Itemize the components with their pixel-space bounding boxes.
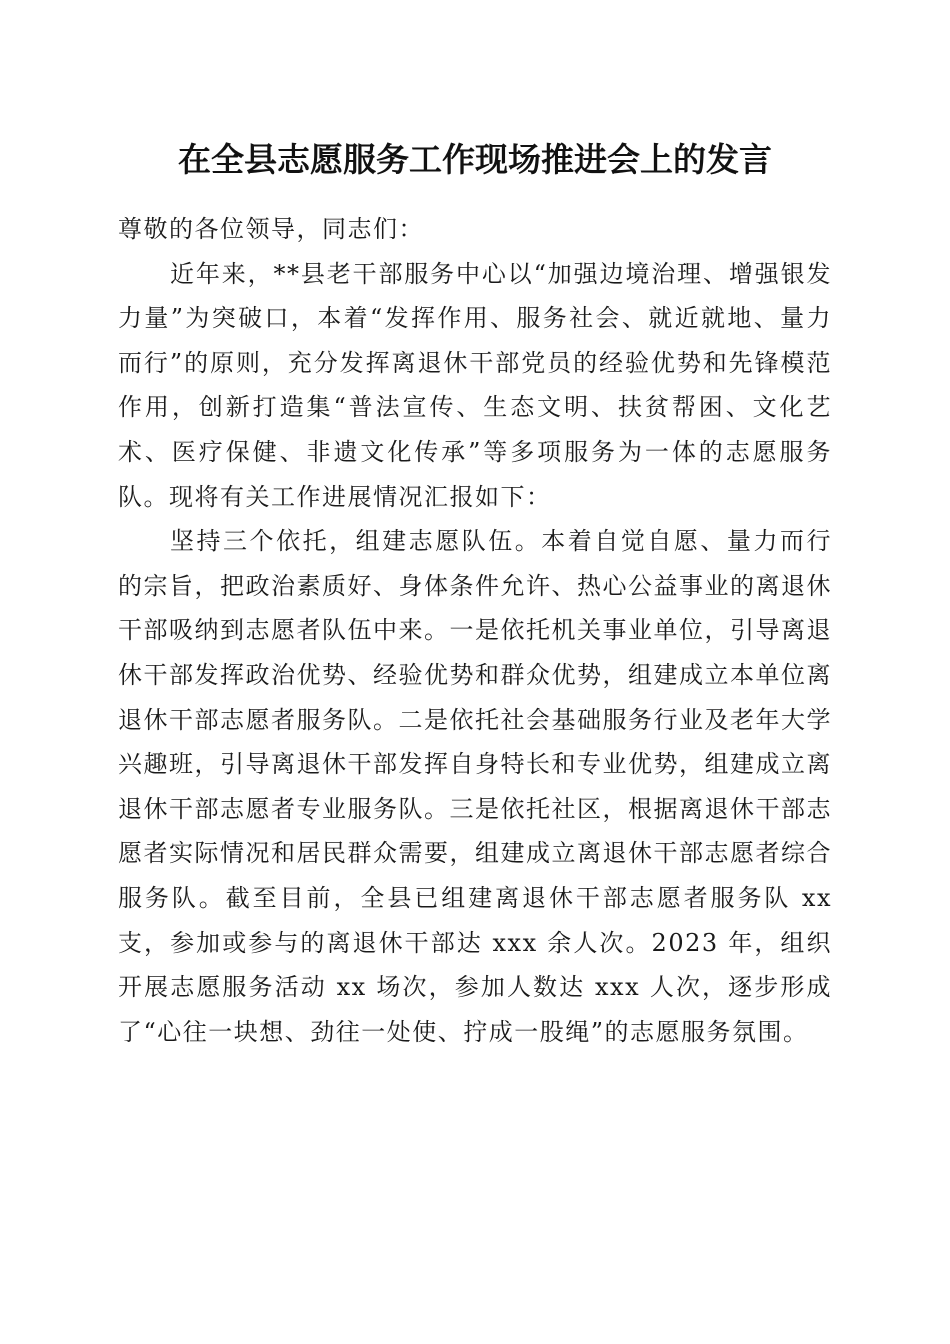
paragraph-intro: 近年来，**县老干部服务中心以“加强边境治理、增强银发力量”为突破口，本着“发挥作用、服务社会、就近就地、量力而行”的原则，充分发挥离退休干部党员的经验优势和先锋模范作用，创新打造集“普法宣传、生态文明、扶贫帮困、文化艺术、医疗保健、非遗文化传承”等多项服务为一体的志愿服务队。现将有关工作进展情况汇报如下： [118, 259, 832, 511]
document-title: 在全县志愿服务工作现场推进会上的发言 [178, 140, 772, 179]
document-body [118, 207, 832, 1054]
paragraph-volunteer-teams: 坚持三个依托，组建志愿队伍。本着自觉自愿、量力而行的宗旨，把政治素质好、身体条件允许、热心公益事业的离退休干部吸纳到志愿者队伍中来。一是依托机关事业单位，引导离退休干部发挥政治优势、经验优势和群众优势，组建成立本单位离退休干部志愿者服务队。二是依托社会基础服务行业及老年大学兴趣班，引导离退休干部发挥自身特长和专业优势，组建成立离退休干部志愿者专业服务队。三是依托社区，根据离退休干部志愿者实际情况和居民群众需要，组建成立离退休干部志愿者综合服务队。截至目前，全县已组建离退休干部志愿者服务队 xx 支，参加或参与的离退休干部达 xxx 余人次。2023 年，组织开展志愿服务活动 xx 场次，参加人数达 xxx 人次，逐步形成了“心往一块想、劲往一处使、拧成一股绳”的志愿服务氛围。 [118, 527, 832, 1046]
salutation: 尊敬的各位领导，同志们： [118, 215, 424, 243]
